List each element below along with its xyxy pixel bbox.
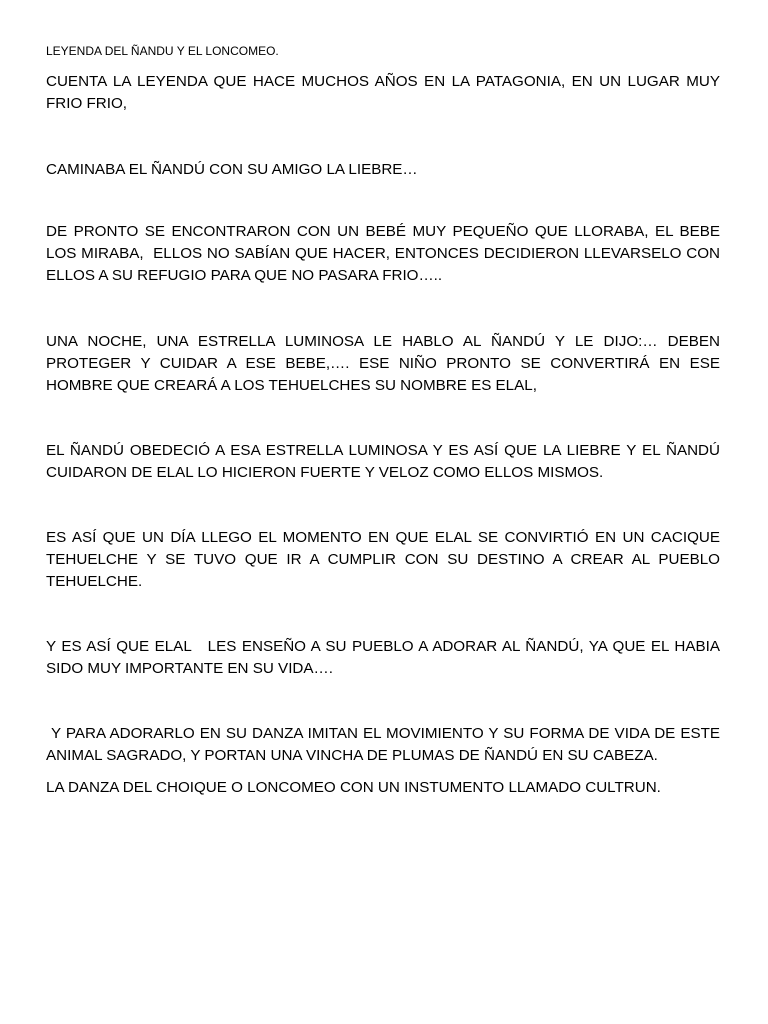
- paragraph-9: LA DANZA DEL CHOIQUE O LONCOMEO CON UN INSTUMENTO LLAMADO CULTRUN.: [46, 779, 661, 796]
- paragraph-6: ES ASÍ QUE UN DÍA LLEGO EL MOMENTO EN QUE ELAL SE CONVIRTIÓ EN UN CACIQUE TEHUELCHE Y SE TUVO QUE IR A CUMPLIR CON SU DESTINO A CREAR AL PUEBLO TEHUELCHE.: [46, 529, 724, 590]
- paragraph-3: DE PRONTO SE ENCONTRARON CON UN BEBÉ MUY PEQUEÑO QUE LLORABA, EL BEBE LOS MIRABA, ELLOS NO SABÍAN QUE HACER, ENTONCES DECIDIERON LLEVARSELO CON ELLOS A SU REFUGIO PARA QUE NO PASARA FRIO…..: [46, 223, 725, 284]
- paragraph-4: UNA NOCHE, UNA ESTRELLA LUMINOSA LE HABLO AL ÑANDÚ Y LE DIJO:… DEBEN PROTEGER Y CUIDAR A ESE BEBE,…. ESE NIÑO PRONTO SE CONVERTIRÁ EN ESE HOMBRE QUE CREARÁ A LOS TEHUELCHES SU NOMBRE ES ELAL,: [46, 333, 725, 394]
- paragraph-5: EL ÑANDÚ OBEDECIÓ A ESA ESTRELLA LUMINOSA Y ES ASÍ QUE LA LIEBRE Y EL ÑANDÚ CUIDARON DE ELAL LO HICIERON FUERTE Y VELOZ COMO ELLOS MISMOS.: [46, 442, 725, 481]
- paragraph-2: CAMINABA EL ÑANDÚ CON SU AMIGO LA LIEBRE…: [46, 161, 418, 178]
- paragraph-8: Y PARA ADORARLO EN SU DANZA IMITAN EL MOVIMIENTO Y SU FORMA DE VIDA DE ESTE ANIMAL SAGRADO, Y PORTAN UNA VINCHA DE PLUMAS DE ÑANDÚ EN SU CABEZA.: [46, 725, 724, 764]
- document-title: LEYENDA DEL ÑANDU Y EL LONCOMEO.: [46, 44, 279, 58]
- paragraph-1: CUENTA LA LEYENDA QUE HACE MUCHOS AÑOS EN LA PATAGONIA, EN UN LUGAR MUY FRIO FRIO,: [46, 73, 725, 112]
- paragraph-7: Y ES ASÍ QUE ELAL LES ENSEÑO A SU PUEBLO A ADORAR AL ÑANDÚ, YA QUE EL HABIA SIDO MUY IMPORTANTE EN SU VIDA….: [46, 638, 725, 677]
